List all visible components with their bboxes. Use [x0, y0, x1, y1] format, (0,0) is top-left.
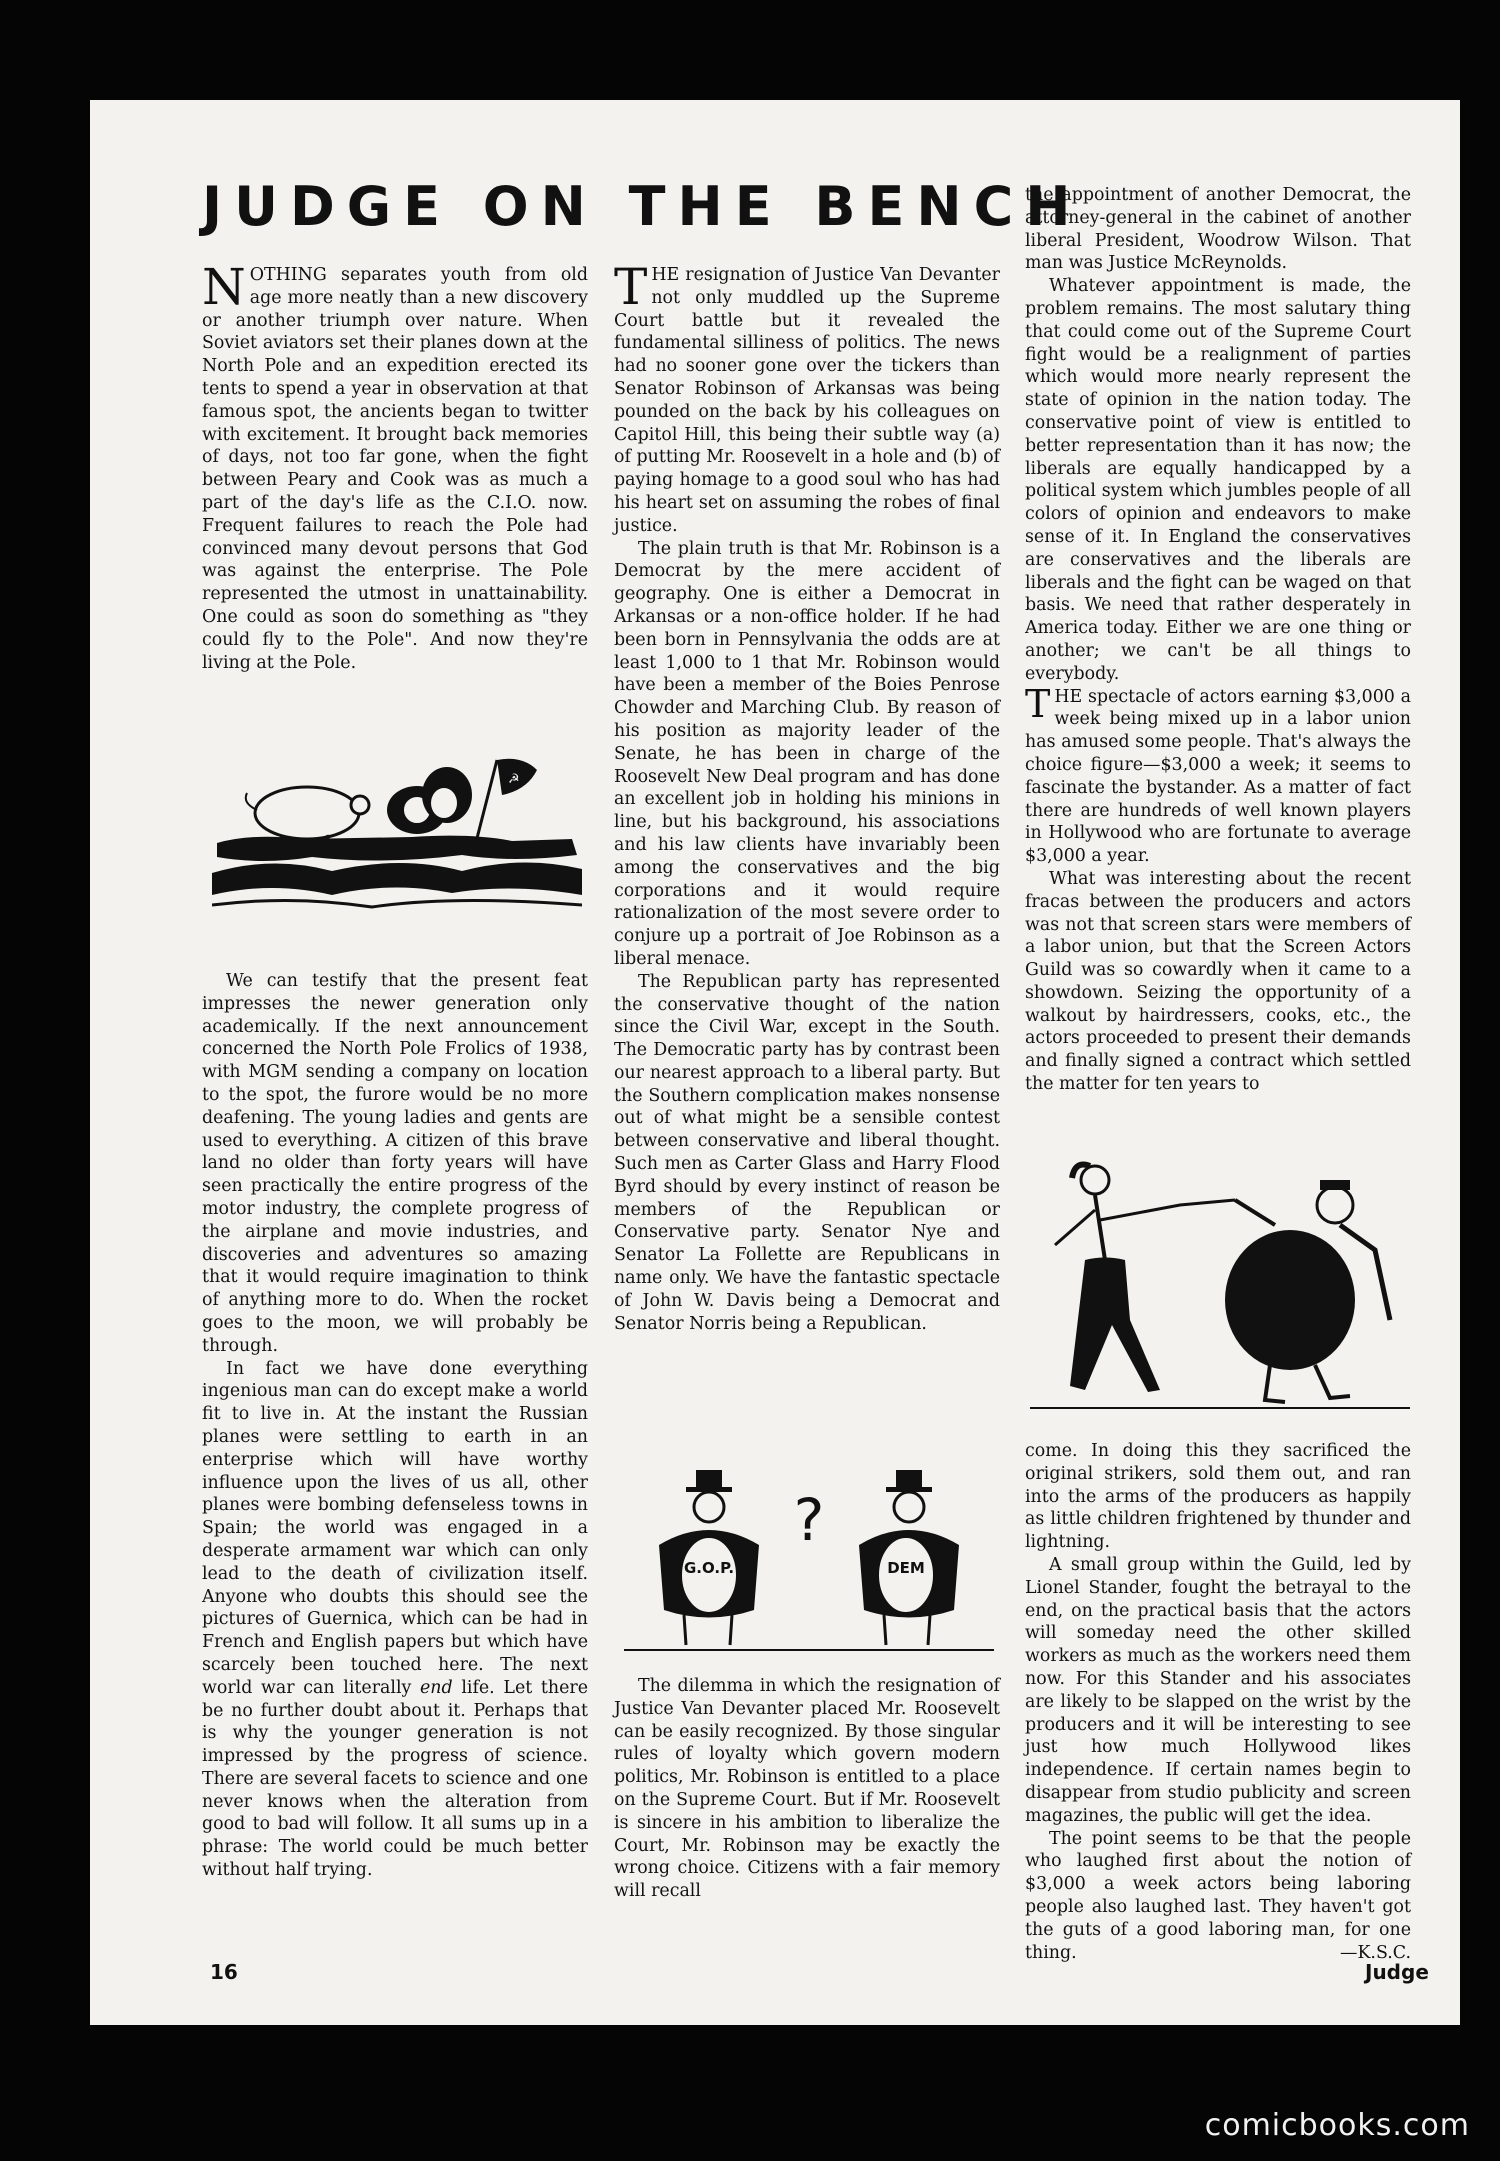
- author-signature: —K.S.C.: [1340, 1942, 1411, 1963]
- column-2: [614, 258, 1000, 1335]
- paragraph: come. In doing this they sacrificed the original strikers, sold them out, and ran into the arms of the producers as happily as little children frightened by thunder and lightning.: [1025, 1441, 1411, 1553]
- paragraph: A small group within the Guild, led by Lionel Stander, fought the betrayal to the end, on the practical basis that the actors will someday need the other skilled workers as much as the workers need them now. For this Stander and his associates are likely to be slapped on the wrist by the producers and it will be interesting to see just how much Hollywood likes independence. If certain names begin to disappear from studio publicity and screen magazines, the public will get the idea.: [1025, 1554, 1411, 1826]
- drop-cap: N: [202, 258, 246, 316]
- paragraph: We can testify that the present feat impresses the newer generation only academically. If the next announcement concerned the North Pole Frolics of 1938, with MGM sending a company on location to the spot, the furore would be no more deafening. The young ladies and gents are used to everything. A citizen of this brave land no older than forty years will have seen practically the entire progress of the motor industry, the complete progress of the airplane and movie industries, and discoveries and adventures so amazing that it would require imagination to think of anything more to do. When the rocket goes to the moon, we will probably be through.: [202, 971, 588, 1356]
- drop-cap: T: [1025, 681, 1051, 726]
- pole-cartoon-illustration: [212, 755, 582, 930]
- paragraph: Whatever appointment is made, the problem remains. The most salutary thing that could come out of the Supreme Court fight would be a realignment of parties which would more nearly represent the state of opinion in the nation today. The conservative point of view is entitled to better representation than it has now; the liberals are equally handicapped by a political system which jumbles people of all colors of opinion and endeavors to make sense of it. In England the conservatives are conservatives and the liberals are liberals and the fight can be waged on that basis. We need that rather desperately in America today. Either we are one thing or another; we can't be all things to everybody.: [1025, 276, 1411, 684]
- paragraph-text: OTHING separates youth from old age more neatly than a new discovery or another triumph over nature. When Soviet aviators set their planes down at the North Pole and an expedition erected its tents to spend a year in observation at that famous spot, the ancients began to twitter with excitement. It brought back memories of days, not too far gone, when the fight between Peary and Cook was as much a part of the day's life as the C.I.O. now. Frequent failures to reach the Pole had convinced many devout persons that God was against the enterprise. The Pole represented the utmost in unattainability. One could as soon do something as "they could fly to the Pole". And now they're living at the Pole.: [202, 265, 588, 673]
- paragraph-text: The point seems to be that the people who laughed first about the notion of $3,000 a week actors being laboring people also laughed last. They haven't got the guts of a good laboring man, for one thing.: [1025, 1828, 1411, 1963]
- magazine-name: Judge: [1365, 1960, 1429, 1984]
- column-3-continued: [1025, 1440, 1411, 1964]
- paragraph: [1025, 681, 1411, 868]
- question-mark: ?: [793, 1486, 825, 1554]
- column-3: [1025, 184, 1411, 1096]
- drop-cap: T: [614, 258, 648, 316]
- dancing-actors-cartoon-illustration: [1030, 1150, 1410, 1415]
- paragraph: [1025, 1828, 1411, 1965]
- emphasis-text: end: [420, 1677, 453, 1698]
- paragraph: What was interesting about the recent fracas between the producers and actors was not that screen stars were members of a labor union, but that the Screen Actors Guild was so cowardly when it came to a showdown. Seizing the opportunity of a walkout by hairdressers, cooks, etc., the actors proceeded to present their demands and finally signed a contract which settled the matter for ten years to: [1025, 868, 1411, 1095]
- page-title: JUDGE ON THE BENCH: [202, 175, 1083, 238]
- paragraph-text: life. Let there be no further doubt about it. Perhaps that is why the younger generation is not impressed by the progress of science. There are several facets to science and one never knows when the alteration from good to bad will follow. It all sums up in a phrase: The world could be much better without half trying.: [202, 1677, 588, 1881]
- dem-label: DEM: [887, 1559, 925, 1577]
- column-2-continued: [614, 1675, 1000, 1903]
- magazine-page: [90, 100, 1460, 2025]
- gop-label: G.O.P.: [683, 1559, 735, 1577]
- paragraph-text: In fact we have done everything ingenious man can do except make a world fit to live in. At the instant the Russian planes were settling to earth in an enterprise which will have worthy influence upon the lives of us all, other planes were bombing defenseless towns in Spain; the world was engaged in a desperate armament war which can only lead to the death of civilization itself. Anyone who doubts this should see the pictures of Guernica, which can be had in French and English papers but which have scarcely been touched here. The next world war can literally: [202, 1358, 588, 1698]
- gop-dem-cartoon-illustration: [624, 1465, 994, 1655]
- column-1: [202, 258, 588, 674]
- paragraph: [614, 258, 1000, 538]
- paragraph: [202, 1358, 588, 1882]
- paragraph: the appointment of another Democrat, the attorney-general in the cabinet of another liberal President, Woodrow Wilson. That man was Justice McReynolds.: [1025, 185, 1411, 274]
- paragraph: The dilemma in which the resignation of Justice Van Devanter placed Mr. Roosevelt can be easily recognized. By those singular rules of loyalty which govern modern politics, Mr. Robinson is entitled to a place on the Supreme Court. But if Mr. Roosevelt is sincere in his ambition to liberalize the Court, Mr. Robinson may be exactly the wrong choice. Citizens with a fair memory will recall: [614, 1676, 1000, 1902]
- page-number: 16: [210, 1960, 238, 1984]
- paragraph-text: HE spectacle of actors earning $3,000 a week being mixed up in a labor union has amused some people. That's always the choice figure—$3,000 a week; it seems to fascinate the bystander. As a matter of fact there are hundreds of well known players in Hollywood who are fortunate to average $3,000 a year.: [1025, 686, 1411, 867]
- paragraph: [202, 258, 588, 674]
- paragraph: The plain truth is that Mr. Robinson is a Democrat by the mere accident of geography. One is either a Democrat in Arkansas or a non-office holder. If he had been born in Pennsylvania the odds are at least 1,000 to 1 that Mr. Robinson would have been a member of the Boies Penrose Chowder and Marching Club. By reason of his position as majority leader of the Senate, he has been in charge of the Roosevelt New Deal program and has done an excellent job in holding his minions in line, but his background, his associations and his law clients have invariably been among the conservatives and the big corporations and it would require rationalization of the most severe order to conjure up a portrait of Joe Robinson as a liberal menace.: [614, 538, 1000, 969]
- svg-text:☭: ☭: [508, 772, 520, 787]
- site-watermark: comicbooks.com: [1204, 2108, 1470, 2143]
- paragraph: The Republican party has represented the conservative thought of the nation since the Civil War, except in the South. The Democratic party has by contrast been our nearest approach to a liberal party. But the Southern complication makes nonsense out of what might be a sensible contest between conservative and liberal thought. Such men as Carter Glass and Harry Flood Byrd should by every instinct of reason be members of the Republican or Conservative party. Senator Nye and Senator La Follette are Republicans in name only. We have the fantastic spectacle of John W. Davis being a Democrat and Senator Norris being a Republican.: [614, 971, 1000, 1334]
- paragraph-text: HE resignation of Justice Van Devanter not only muddled up the Supreme Court battle but it revealed the fundamental silliness of politics. The news had no sooner gone over the tickers than Senator Robinson of Arkansas was being pounded on the back by his colleagues on Capitol Hill, this being their subtle way (a) of putting Mr. Roosevelt in a hole and (b) of paying homage to a good soul who has had his heart set on assuming the robes of final justice.: [614, 265, 1000, 536]
- column-1-continued: [202, 970, 588, 1882]
